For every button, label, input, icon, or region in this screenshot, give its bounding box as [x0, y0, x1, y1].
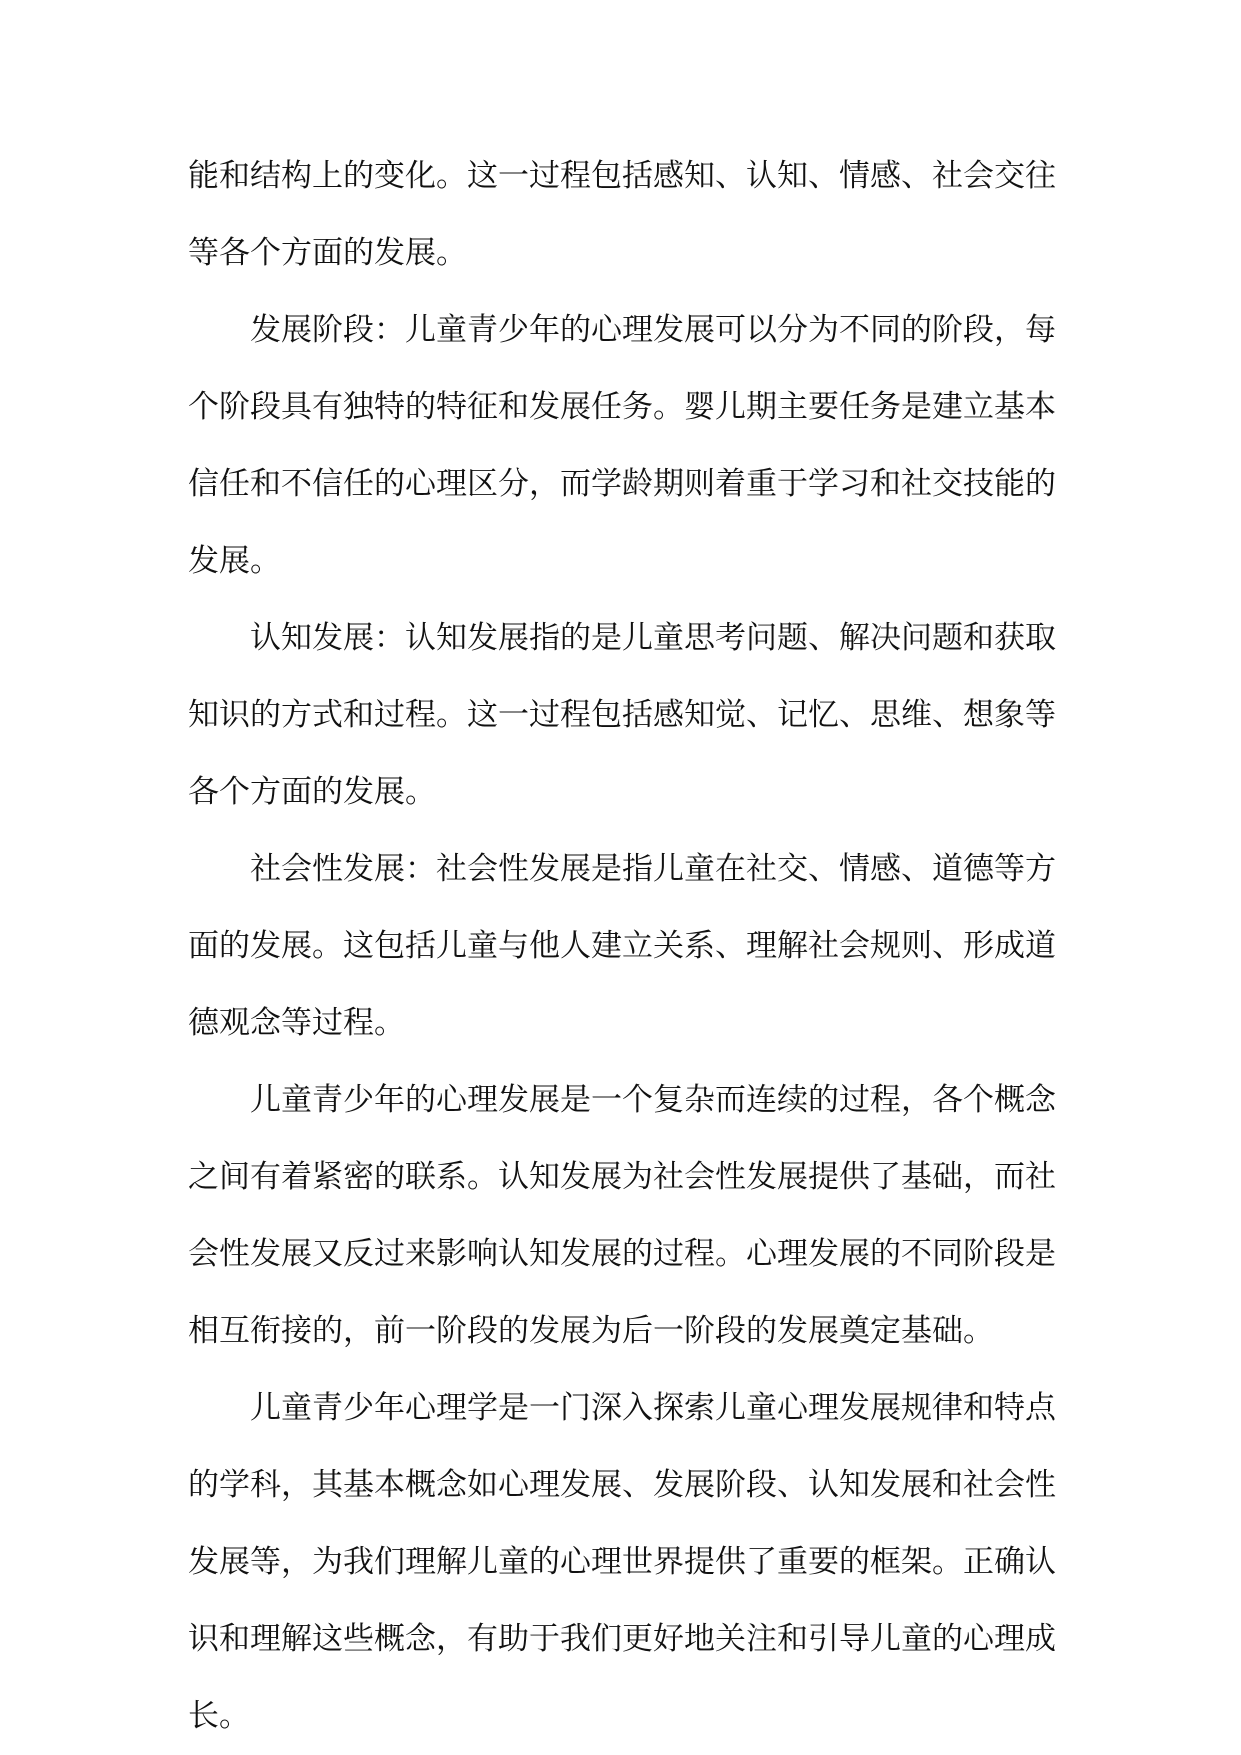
paragraph-cognitive-development: 认知发展：认知发展指的是儿童思考问题、解决问题和获取知识的方式和过程。这一过程包括感知觉、记忆、思维、想象等各个方面的发展。	[188, 620, 1056, 810]
paragraph-conclusion: 儿童青少年心理学是一门深入探索儿童心理发展规律和特点的学科，其基本概念如心理发展、发展阶段、认知发展和社会性发展等，为我们理解儿童的心理世界提供了重要的框架。正确认识和理解这些概念，有助于我们更好地关注和引导儿童的心理成长。	[188, 1390, 1056, 1734]
paragraph-social-development: 社会性发展：社会性发展是指儿童在社交、情感、道德等方面的发展。这包括儿童与他人建立关系、理解社会规则、形成道德观念等过程。	[188, 851, 1056, 1041]
paragraph-continued: 能和结构上的变化。这一过程包括感知、认知、情感、社会交往等各个方面的发展。	[188, 158, 1056, 271]
document-body	[188, 138, 1056, 1755]
paragraph-development-stages: 发展阶段：儿童青少年的心理发展可以分为不同的阶段，每个阶段具有独特的特征和发展任务。婴儿期主要任务是建立基本信任和不信任的心理区分，而学龄期则着重于学习和社交技能的发展。	[188, 312, 1056, 579]
paragraph-relationships: 儿童青少年的心理发展是一个复杂而连续的过程，各个概念之间有着紧密的联系。认知发展为社会性发展提供了基础，而社会性发展又反过来影响认知发展的过程。心理发展的不同阶段是相互衔接的，前一阶段的发展为后一阶段的发展奠定基础。	[188, 1082, 1056, 1349]
